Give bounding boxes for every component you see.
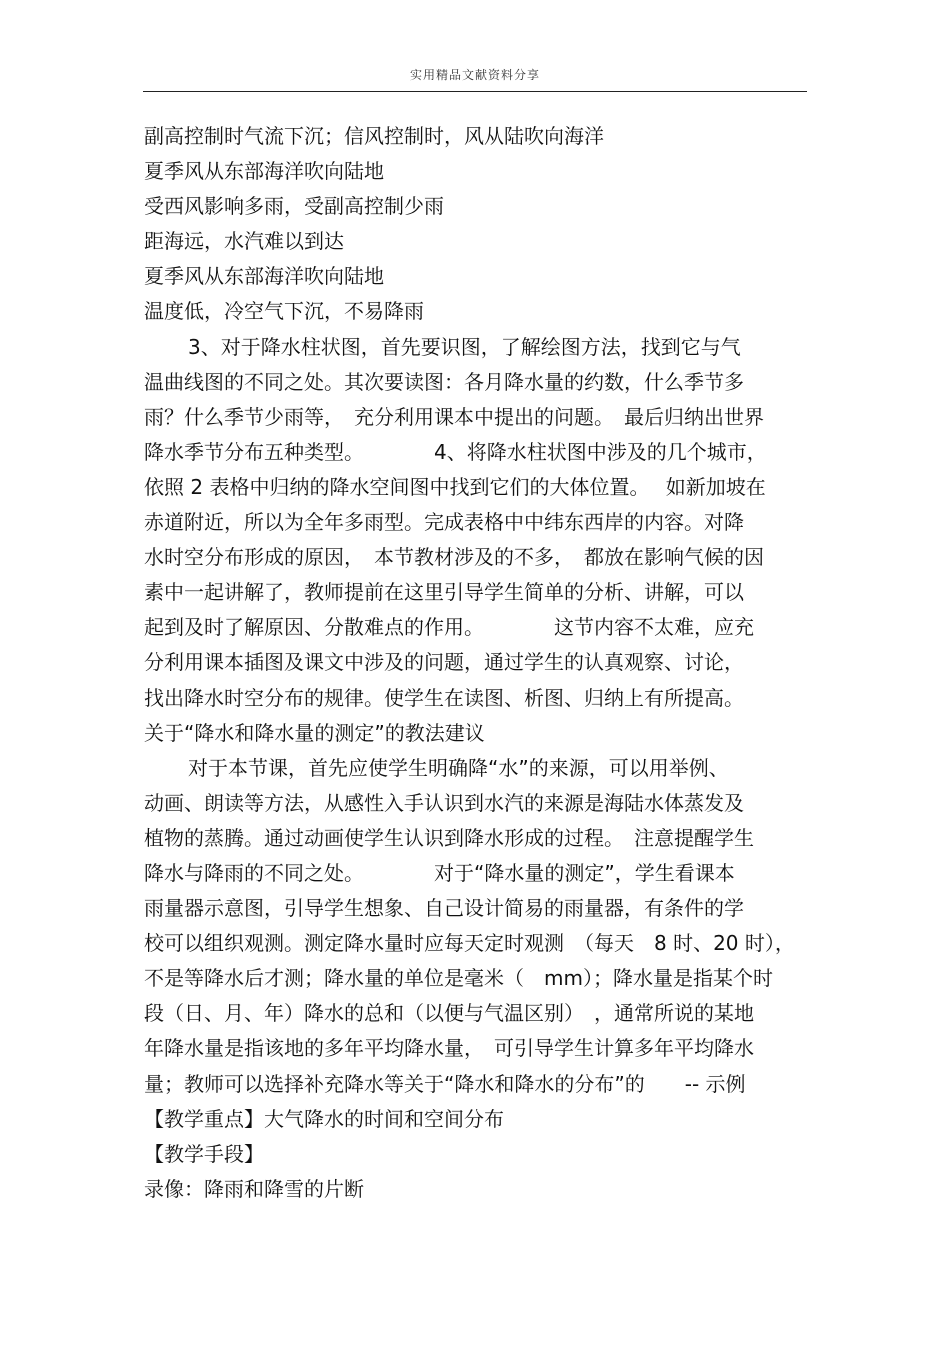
text-line: 依照 2 表格中归纳的降水空间图中找到它们的大体位置。 如新加坡在 bbox=[144, 474, 766, 499]
text-line: 温度低，冷空气下沉，不易降雨 bbox=[144, 299, 424, 324]
text-line: 校可以组织观测。测定降水量时应每天定时观测 （每天 8 时、20 时）， bbox=[144, 931, 795, 956]
text-line: 降水季节分布五种类型。 4、将降水柱状图中涉及的几个城市， bbox=[144, 439, 767, 464]
text-line: 年降水量是指该地的多年平均降水量， 可引导学生计算多年平均降水 bbox=[144, 1036, 754, 1061]
text-line: 雨？什么季节少雨等， 充分利用课本中提出的问题。 最后归纳出世界 bbox=[144, 404, 764, 429]
text-line: 素中一起讲解了，教师提前在这里引导学生简单的分析、讲解，可以 bbox=[144, 580, 744, 605]
text-line: 起到及时了解原因、分散难点的作用。 这节内容不太难，应充 bbox=[144, 615, 754, 640]
text-line: 量；教师可以选择补充降水等关于“降水和降水的分布”的 -- 示例 bbox=[144, 1071, 746, 1096]
text-line: 夏季风从东部海洋吹向陆地 bbox=[144, 159, 384, 184]
header-divider bbox=[143, 91, 807, 92]
text-line: 雨量器示意图，引导学生想象、自己设计简易的雨量器，有条件的学 bbox=[144, 896, 744, 921]
document-body bbox=[144, 119, 812, 1207]
text-line: 植物的蒸腾。通过动画使学生认识到降水形成的过程。 注意提醒学生 bbox=[144, 825, 754, 850]
text-line: 动画、朗读等方法，从感性入手认识到水汽的来源是海陆水体蒸发及 bbox=[144, 790, 744, 815]
text-line: 段（日、月、年）降水的总和（以便与气温区别） ，通常所说的某地 bbox=[144, 1001, 754, 1026]
paragraph-start-line: 对于本节课，首先应使学生明确降“水”的来源，可以用举例、 bbox=[188, 755, 729, 780]
text-line: 夏季风从东部海洋吹向陆地 bbox=[144, 264, 384, 289]
text-line: 副高控制时气流下沉；信风控制时，风从陆吹向海洋 bbox=[144, 124, 604, 148]
text-line: 找出降水时空分布的规律。使学生在读图、析图、归纳上有所提高。 bbox=[144, 685, 744, 710]
text-line: 赤道附近，所以为全年多雨型。完成表格中中纬东西岸的内容。对降 bbox=[144, 510, 744, 535]
text-line: 温曲线图的不同之处。其次要读图：各月降水量的约数，什么季节多 bbox=[144, 369, 744, 394]
text-line: 分利用课本插图及课文中涉及的问题，通过学生的认真观察、讨论， bbox=[144, 650, 744, 675]
text-line: 录像：降雨和降雪的片断 bbox=[144, 1176, 364, 1201]
text-line: 水时空分布形成的原因， 本节教材涉及的不多， 都放在影响气候的因 bbox=[144, 545, 764, 570]
page-header: 实用精品文献资料分享 bbox=[409, 68, 540, 82]
section-heading: 关于“降水和降水量的测定”的教法建议 bbox=[144, 720, 485, 745]
text-line: 受西风影响多雨，受副高控制少雨 bbox=[144, 194, 444, 219]
text-line: 距海远，水汽难以到达 bbox=[144, 229, 344, 254]
text-line: 不是等降水后才测；降水量的单位是毫米（ mm）；降水量是指某个时 bbox=[144, 966, 773, 991]
section-heading: 【教学重点】大气降水的时间和空间分布 bbox=[144, 1106, 504, 1131]
section-heading: 【教学手段】 bbox=[144, 1141, 264, 1166]
text-line: 降水与降雨的不同之处。 对于“降水量的测定”，学生看课本 bbox=[144, 860, 735, 885]
paragraph-start-line: 3、对于降水柱状图，首先要识图，了解绘图方法，找到它与气 bbox=[188, 334, 741, 359]
